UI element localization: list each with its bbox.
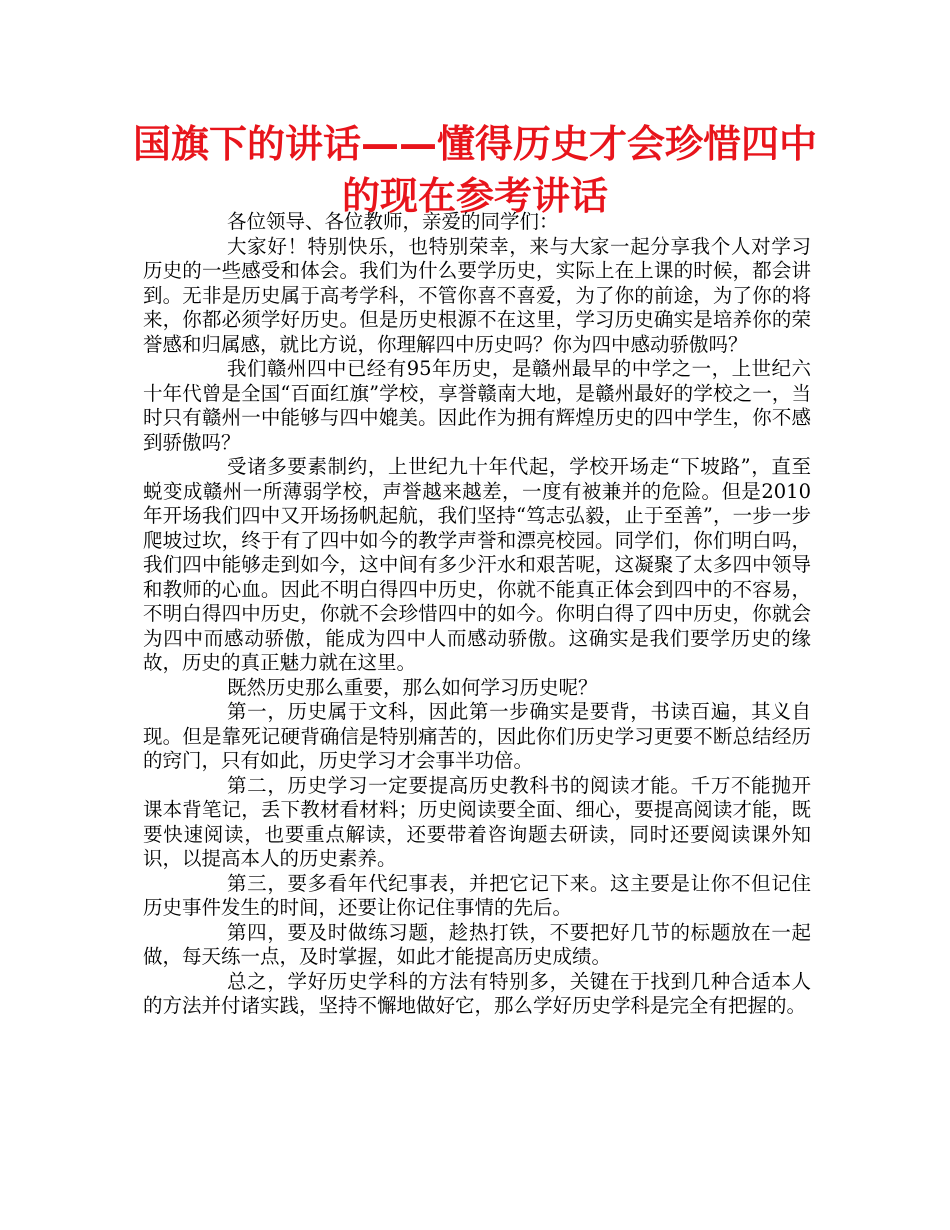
body-paragraph: 我们赣州四中已经有95年历史，是赣州最早的中学之一，上世纪六十年代曾是全国“百面红旗”学校，享誉赣南大地，是赣州最好的学校之一，当时只有赣州一中能够与四中媲美。因此作为拥有辉煌历史的四中学生，你不感到骄傲吗？ [143,357,811,454]
body-paragraph: 既然历史那么重要，那么如何学习历史呢？ [227,675,598,699]
salutation-paragraph: 各位领导、各位教师，亲爱的同学们： [227,210,559,233]
title-line-2: 的现在参考讲话 [341,174,608,218]
title-line-1: 国旗下的讲话——懂得历史才会珍惜四中 [132,122,817,166]
body-paragraph: 第一，历史属于文科，因此第一步确实是要背，书读百遍，其义自现。但是靠死记硬背确信是特别痛苦的，因此你们历史学习更要不断总结经历的窍门，只有如此，历史学习才会事半功倍。 [143,700,811,772]
closing-paragraph: 总之，学好历史学科的方法有特别多，关键在于找到几种合适本人的方法并付诸实践，坚持不懈地做好它，那么学好历史学科是完全有把握的。 [143,969,811,1017]
body-paragraph: 受诸多要素制约，上世纪九十年代起，学校开场走“下坡路”，直至蜕变成赣州一所薄弱学校，声誉越来越差，一度有被兼并的危险。但是2010年开场我们四中又开场扬帆起航，我们坚持“笃志弘毅，止于至善”，一步一步爬坡过坎，终于有了四中如今的教学声誉和漂亮校园。同学们，你们明白吗，我们四中能够走到如今，这中间有多少汗水和艰苦呢，这凝聚了太多四中领导和教师的心血。因此不明白得四中历史，你就不能真正体会到四中的不容易，不明白得四中历史，你就不会珍惜四中的如今。你明白得了四中历史，你就会为四中而感动骄傲，能成为四中人而感动骄傲。这确实是我们要学历史的缘故，历史的真正魅力就在这里。 [143,455,811,674]
document-title [120,118,830,222]
body-paragraph: 第三，要多看年代纪事表，并把它记下来。这主要是让你不但记住历史事件发生的时间，还要让你记住事情的先后。 [143,871,811,919]
body-paragraph: 第二，历史学习一定要提高历史教科书的阅读才能。千万不能抛开课本背笔记，丢下教材看材料；历史阅读要全面、细心，要提高阅读才能，既要快速阅读，也要重点解读，还要带着咨询题去研读，同时还要阅读课外知识，以提高本人的历史素养。 [143,773,811,870]
body-paragraph: 大家好！特别快乐，也特别荣幸，来与大家一起分享我个人对学习历史的一些感受和体会。我们为什么要学历史，实际上在上课的时候，都会讲到。无非是历史属于高考学科，不管你喜不喜爱，为了你的前途，为了你的将来，你都必须学好历史。但是历史根源不在这里，学习历史确实是培养你的荣誉感和归属感，就比方说，你理解四中历史吗？你为四中感动骄傲吗？ [143,234,811,356]
body-paragraph: 第四，要及时做练习题，趁热打铁，不要把好几节的标题放在一起做，每天练一点，及时掌握，如此才能提高历史成绩。 [143,920,811,968]
document-body [143,210,811,1019]
